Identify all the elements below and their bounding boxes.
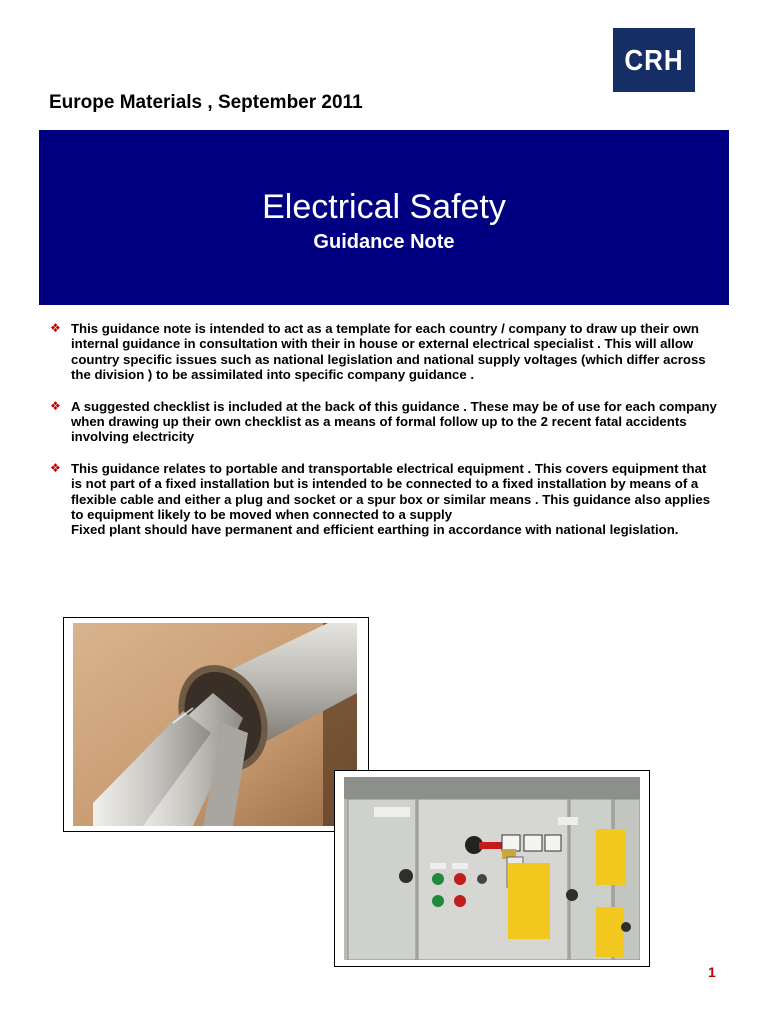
crh-logo — [613, 28, 695, 92]
switchgear-illustration — [344, 777, 640, 960]
bullet-list — [50, 321, 720, 554]
title-banner — [39, 130, 729, 305]
logo-text: CRH — [624, 42, 684, 76]
bullet-paragraph: Fixed plant should have permanent and efficient earthing in accordance with national legislation. — [71, 522, 679, 538]
list-item — [50, 461, 720, 538]
damaged-cable-photo — [63, 617, 369, 832]
document-title: Electrical Safety — [262, 188, 506, 226]
list-item — [50, 399, 720, 445]
switchgear-panel-photo — [334, 770, 650, 967]
list-item — [50, 321, 720, 383]
diamond-bullet-icon: ❖ — [50, 321, 61, 335]
bullet-paragraph: A suggested checklist is included at the back of this guidance . These may be of use for each company when drawing up their own checklist as a means of formal follow up to the 2 recent fatal accidents involving electricity — [71, 398, 717, 445]
bullet-paragraph: This guidance relates to portable and transportable electrical equipment . This covers equipment that is not part of a fixed installation but is intended to be connected to a fixed installation by means of a flexible cable and either a plug and socket or a spur box or similar means . This guidance also applies to equipment likely to be moved when connected to a supply — [71, 460, 711, 523]
document-subtitle: Guidance Note — [313, 231, 455, 253]
cable-illustration — [73, 623, 357, 826]
diamond-bullet-icon: ❖ — [50, 398, 61, 413]
page-number: 1 — [708, 964, 716, 980]
diamond-bullet-icon: ❖ — [50, 460, 61, 475]
document-header: Europe Materials , September 2011 — [49, 92, 363, 113]
bullet-paragraph: This guidance note is intended to act as a template for each country / company to draw up their own internal guidance in consultation with their in house or external electrical specialist . This will allow country specific issues such as national legislation and national supply voltages (which differ across the division ) to be assimilated into specific company guidance . — [71, 321, 706, 383]
